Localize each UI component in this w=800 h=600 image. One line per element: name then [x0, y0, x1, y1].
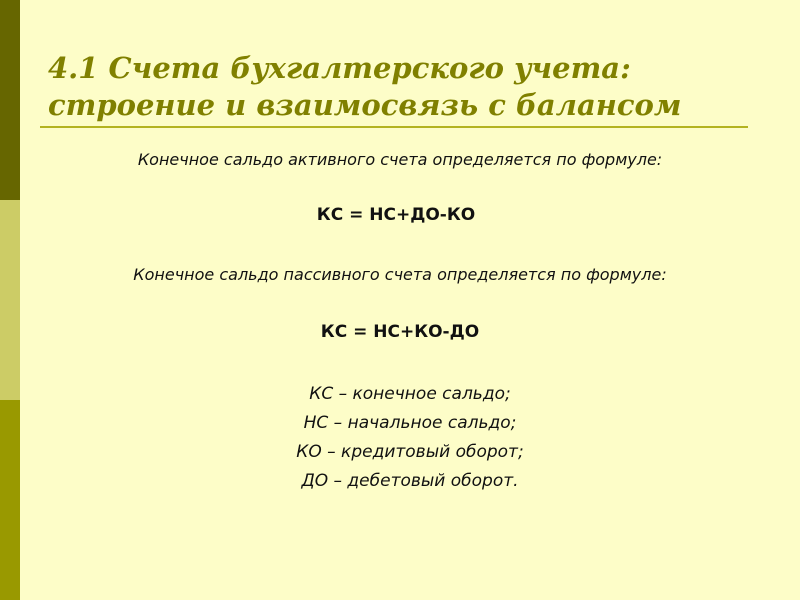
slide-title-line-2: строение и взаимосвязь с балансом — [48, 88, 682, 122]
slide-title-line-1: 4.1 Счета бухгалтерского учета: — [48, 51, 631, 85]
legend-item-ns: НС – начальное сальдо; — [303, 413, 517, 433]
side-bar-top-segment — [0, 0, 20, 200]
legend-item-ks: КС – конечное сальдо; — [309, 384, 511, 404]
abbreviation-legend — [20, 380, 800, 496]
title-divider — [40, 126, 748, 128]
passive-formula-intro: Конечное сальдо пассивного счета определяется по формуле: — [133, 265, 667, 284]
active-formula: КС = НС+ДО-КО — [316, 205, 476, 225]
side-bar-bottom-segment — [0, 400, 20, 600]
side-bar-middle-segment — [0, 200, 20, 400]
legend-item-ko: КО – кредитовый оборот; — [296, 442, 524, 462]
legend-item-do: ДО – дебетовый оборот. — [301, 471, 519, 491]
active-formula-intro: Конечное сальдо активного счета определяется по формуле: — [137, 150, 663, 169]
passive-formula: КС = НС+КО-ДО — [320, 322, 480, 342]
slide-title — [48, 50, 768, 124]
